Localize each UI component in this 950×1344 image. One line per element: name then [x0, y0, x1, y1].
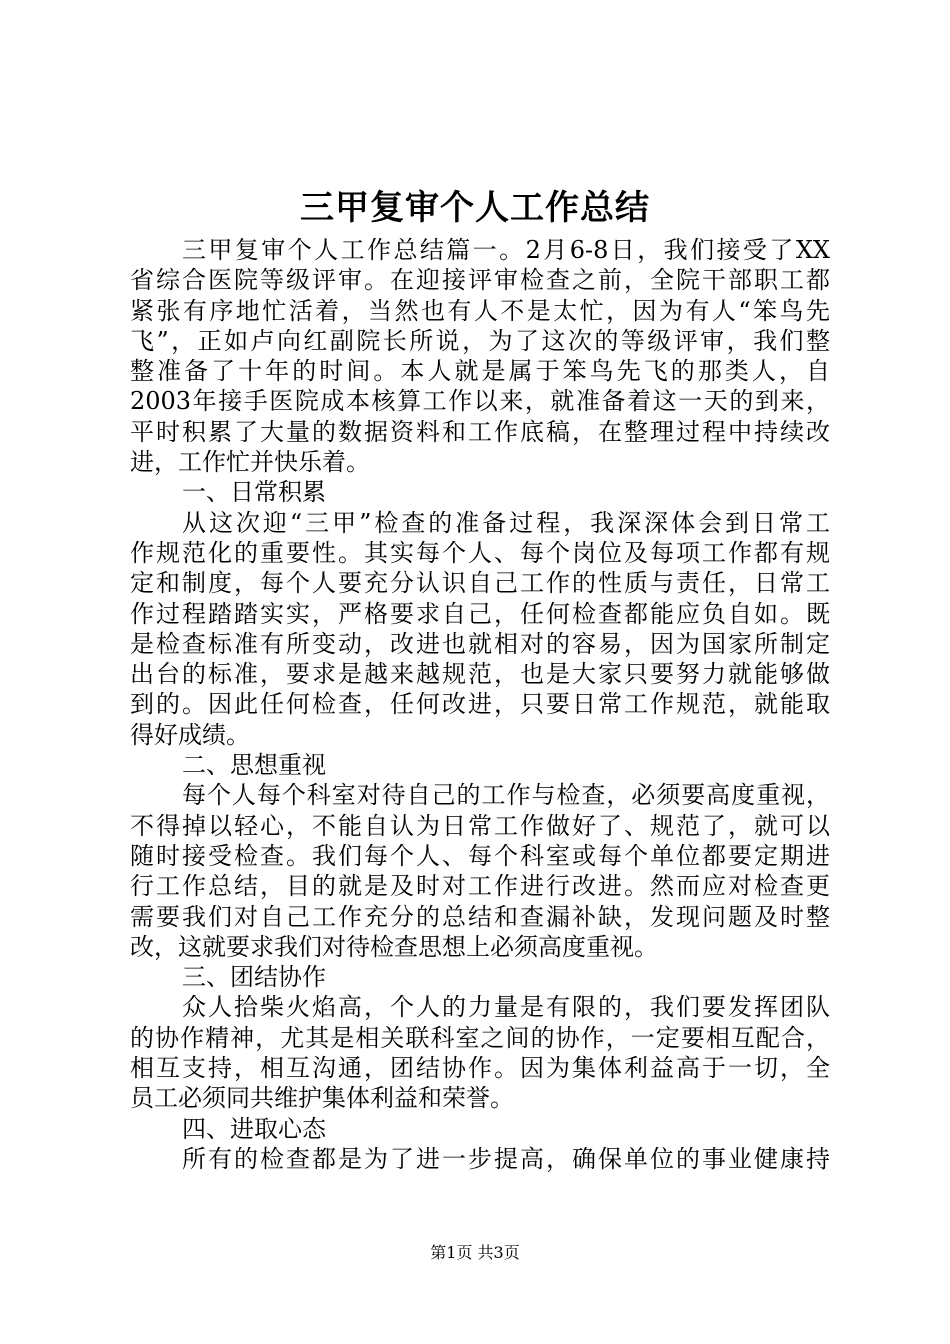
page-title: 三甲复审个人工作总结: [300, 188, 650, 228]
text-line: 众人拾柴火焰高，个人的力量是有限的，我们要发挥团队: [182, 993, 830, 1022]
page-footer: 第1页 共3页: [430, 1243, 520, 1262]
section-heading: 四、进取心态: [182, 1114, 326, 1143]
text-line: 员工必须同共维护集体利益和荣誉。: [130, 1084, 514, 1113]
text-line: 定和制度，每个人要充分认识自己工作的性质与责任，日常工: [130, 569, 830, 598]
text-line: 出台的标准，要求是越来越规范，也是大家只要努力就能够做: [130, 660, 830, 689]
section-heading: 二、思想重视: [182, 751, 326, 780]
text-line: 作规范化的重要性。其实每个人、每个岗位及每项工作都有规: [130, 538, 830, 567]
text-line: 得好成绩。: [130, 720, 250, 749]
text-line: 相互支持，相互沟通，团结协作。因为集体利益高于一切，全: [130, 1054, 830, 1083]
text-line: 的协作精神，尤其是相关联科室之间的协作，一定要相互配合，: [130, 1023, 830, 1052]
text-line: 飞”，正如卢向红副院长所说，为了这次的等级评审，我们整: [130, 326, 830, 355]
text-line: 所有的检查都是为了进一步提高，确保单位的事业健康持: [182, 1144, 830, 1173]
text-line: 随时接受检查。我们每个人、每个科室或每个单位都要定期进: [130, 841, 830, 870]
text-line: 从这次迎“三甲”检查的准备过程，我深深体会到日常工: [182, 508, 830, 537]
text-line: 改，这就要求我们对待检查思想上必须高度重视。: [130, 932, 658, 961]
text-line: 到的。因此任何检查，任何改进，只要日常工作规范，就能取: [130, 690, 830, 719]
text-line: 行工作总结，目的就是及时对工作进行改进。然而应对检查更: [130, 872, 830, 901]
text-line: 2003年接手医院成本核算工作以来，就准备着这一天的到来，: [130, 387, 830, 416]
text-line: 每个人每个科室对待自己的工作与检查，必须要高度重视，: [182, 781, 830, 810]
text-line: 三甲复审个人工作总结篇一。2月6-8日，我们接受了XX: [182, 236, 830, 264]
text-line: 进，工作忙并快乐着。: [130, 448, 370, 477]
section-heading: 三、团结协作: [182, 963, 326, 992]
text-line: 是检查标准有所变动，改进也就相对的容易，因为国家所制定: [130, 629, 830, 658]
text-line: 平时积累了大量的数据资料和工作底稿，在整理过程中持续改: [130, 417, 830, 446]
document-body: [130, 235, 830, 1174]
text-line: 紧张有序地忙活着，当然也有人不是太忙，因为有人“笨鸟先: [130, 296, 830, 325]
text-line: 作过程踏踏实实，严格要求自己，任何检查都能应负自如。既: [130, 599, 830, 628]
text-line: 省综合医院等级评审。在迎接评审检查之前，全院干部职工都: [130, 266, 830, 295]
text-line: 整准备了十年的时间。本人就是属于笨鸟先飞的那类人，自: [130, 357, 830, 386]
text-line: 不得掉以轻心，不能自认为日常工作做好了、规范了，就可以: [130, 811, 830, 840]
section-heading: 一、日常积累: [182, 478, 326, 507]
text-line: 需要我们对自己工作充分的总结和查漏补缺，发现问题及时整: [130, 902, 830, 931]
